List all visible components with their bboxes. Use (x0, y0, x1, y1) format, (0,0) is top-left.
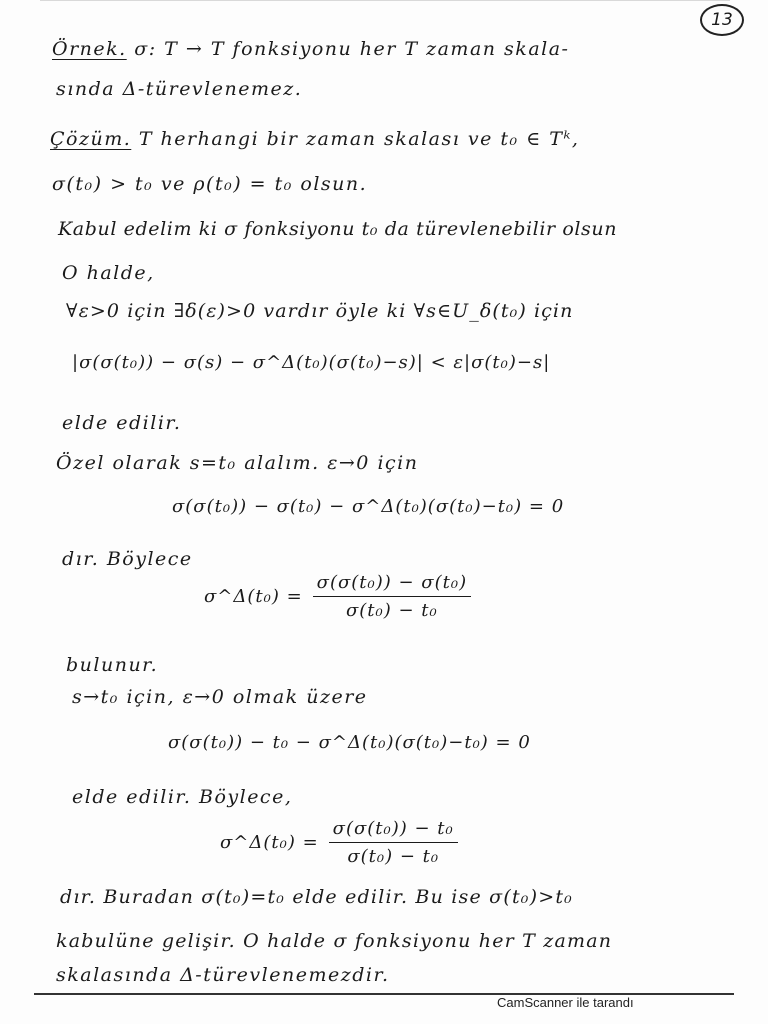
example-text-1: σ: T → T fonksiyonu her T zaman skala- (134, 38, 570, 60)
solution-line-7: Özel olarak s=t₀ alalım. ε→0 için (56, 452, 419, 474)
solution-line-2: σ(t₀) > t₀ ve ρ(t₀) = t₀ olsun. (52, 173, 368, 195)
fraction-2 (220, 818, 458, 867)
solution-line-6: elde edilir. (62, 412, 182, 434)
solution-line-3: Kabul edelim ki σ fonksiyonu t₀ da türevlenebilir olsun (58, 218, 618, 240)
example-line-1 (52, 38, 569, 60)
fraction-2-denominator: σ(t₀) − t₀ (347, 846, 440, 867)
fraction-1-lhs: σ^Δ(t₀) = (204, 586, 303, 607)
solution-line-8: dır. Böylece (62, 548, 193, 570)
fraction-2-lhs: σ^Δ(t₀) = (220, 832, 319, 853)
equation-2: σ(σ(t₀)) − t₀ − σ^Δ(t₀)(σ(t₀)−t₀) = 0 (168, 732, 531, 753)
solution-line-5: ∀ε>0 için ∃δ(ε)>0 vardır öyle ki ∀s∈U_δ(t₀) için (66, 300, 574, 322)
example-label: Örnek. (52, 38, 127, 60)
fraction-1 (204, 572, 471, 621)
scanner-footer: CamScanner ile tarandı (497, 995, 634, 1010)
solution-line-14: skalasında Δ-türevlenemezdir. (56, 964, 390, 986)
fraction-1-numerator: σ(σ(t₀)) − σ(t₀) (313, 572, 471, 597)
solution-label: Çözüm. (50, 128, 132, 150)
solution-line-1 (50, 128, 579, 150)
fraction-2-stack (329, 818, 458, 867)
example-line-2: sında Δ-türevlenemez. (56, 78, 303, 100)
page-number: 13 (700, 4, 744, 36)
solution-line-12: dır. Buradan σ(t₀)=t₀ elde edilir. Bu ise σ(t₀)>t₀ (60, 886, 573, 908)
top-rule (40, 0, 730, 1)
fraction-1-denominator: σ(t₀) − t₀ (346, 600, 438, 621)
fraction-1-stack (313, 572, 471, 621)
solution-line-4: O halde, (62, 262, 155, 284)
solution-line-9: bulunur. (66, 654, 159, 676)
equation-1: σ(σ(t₀)) − σ(t₀) − σ^Δ(t₀)(σ(t₀)−t₀) = 0 (172, 496, 565, 517)
fraction-2-numerator: σ(σ(t₀)) − t₀ (329, 818, 458, 843)
solution-line-11: elde edilir. Böylece, (72, 786, 293, 808)
solution-text-1: T herhangi bir zaman skalası ve t₀ ∈ Tᵏ, (138, 128, 580, 150)
inequality: |σ(σ(t₀)) − σ(s) − σ^Δ(t₀)(σ(t₀)−s)| < ε|σ(t₀)−s| (72, 352, 551, 373)
solution-line-10: s→t₀ için, ε→0 olmak üzere (72, 686, 368, 708)
solution-line-13: kabulüne gelişir. O halde σ fonksiyonu her T zaman (56, 930, 613, 952)
